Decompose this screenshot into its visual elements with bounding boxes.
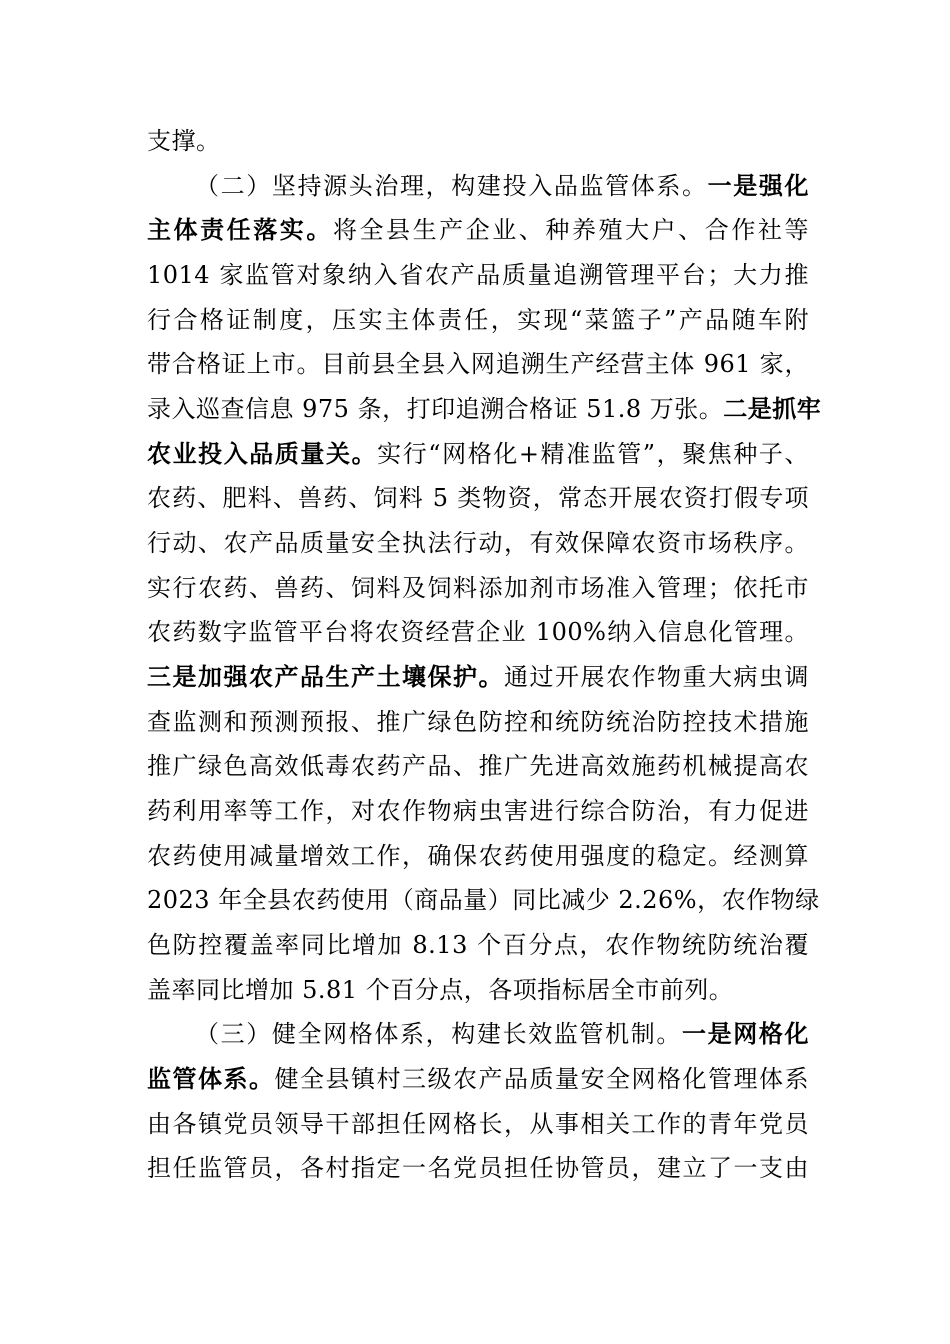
- text-line: 行合格证制度，压实主体责任，实现“菜篮子”产品随车附: [147, 306, 809, 334]
- text-line: 色防控覆盖率同比增加 8.13 个百分点，农作物统防统治覆: [147, 931, 809, 959]
- text-line: 查监测和预测预报、推广绿色防控和统防统治防控技术措施: [147, 708, 809, 736]
- text-line: 农药使用减量增效工作，确保农药使用强度的稳定。经测算: [147, 842, 809, 870]
- text-line: 推广绿色高效低毒农药产品、推广先进高效施药机械提高农: [147, 752, 809, 780]
- text-line: 支撑。: [147, 127, 221, 155]
- text-line: 2023 年全县农药使用（商品量）同比减少 2.26%，农作物绿: [147, 886, 820, 914]
- text-line: 农药数字监管平台将农资经营企业 100%纳入信息化管理。: [147, 618, 809, 646]
- text-line: （二）坚持源头治理，构建投入品监管体系。一是强化: [195, 171, 810, 200]
- text-line: 主体责任落实。将全县生产企业、种养殖大户、合作社等: [147, 215, 809, 244]
- text-line: 监管体系。健全县镇村三级农产品质量安全网格化管理体系: [147, 1064, 809, 1093]
- text-line: 农药、肥料、兽药、饲料 5 类物资，常态开展农资打假专项: [147, 484, 809, 512]
- text-line: 盖率同比增加 5.81 个百分点，各项指标居全市前列。: [147, 976, 734, 1004]
- text-line: 三是加强农产品生产土壤保护。通过开展农作物重大病虫调: [147, 662, 809, 691]
- text-line: 药利用率等工作，对农作物病虫害进行综合防治，有力促进: [147, 797, 809, 825]
- text-line: 行动、农产品质量安全执法行动，有效保障农资市场秩序。: [147, 529, 809, 557]
- text-line: 由各镇党员领导干部担任网格长，从事相关工作的青年党员: [147, 1110, 809, 1138]
- text-line: （三）健全网格体系，构建长效监管机制。一是网格化: [195, 1019, 810, 1048]
- text-line: 担任监管员，各村指定一名党员担任协管员，建立了一支由: [147, 1154, 809, 1182]
- text-line: 带合格证上市。目前县全县入网追溯生产经营主体 961 家，: [147, 350, 809, 378]
- text-line: 1014 家监管对象纳入省农产品质量追溯管理平台；大力推: [147, 261, 809, 289]
- text-line: 农业投入品质量关。实行“网格化+精准监管”，聚焦种子、: [147, 439, 809, 468]
- text-line: 录入巡查信息 975 条，打印追溯合格证 51.8 万张。二是抓牢: [147, 394, 822, 423]
- text-line: 实行农药、兽药、饲料及饲料添加剂市场准入管理；依托市: [147, 574, 809, 602]
